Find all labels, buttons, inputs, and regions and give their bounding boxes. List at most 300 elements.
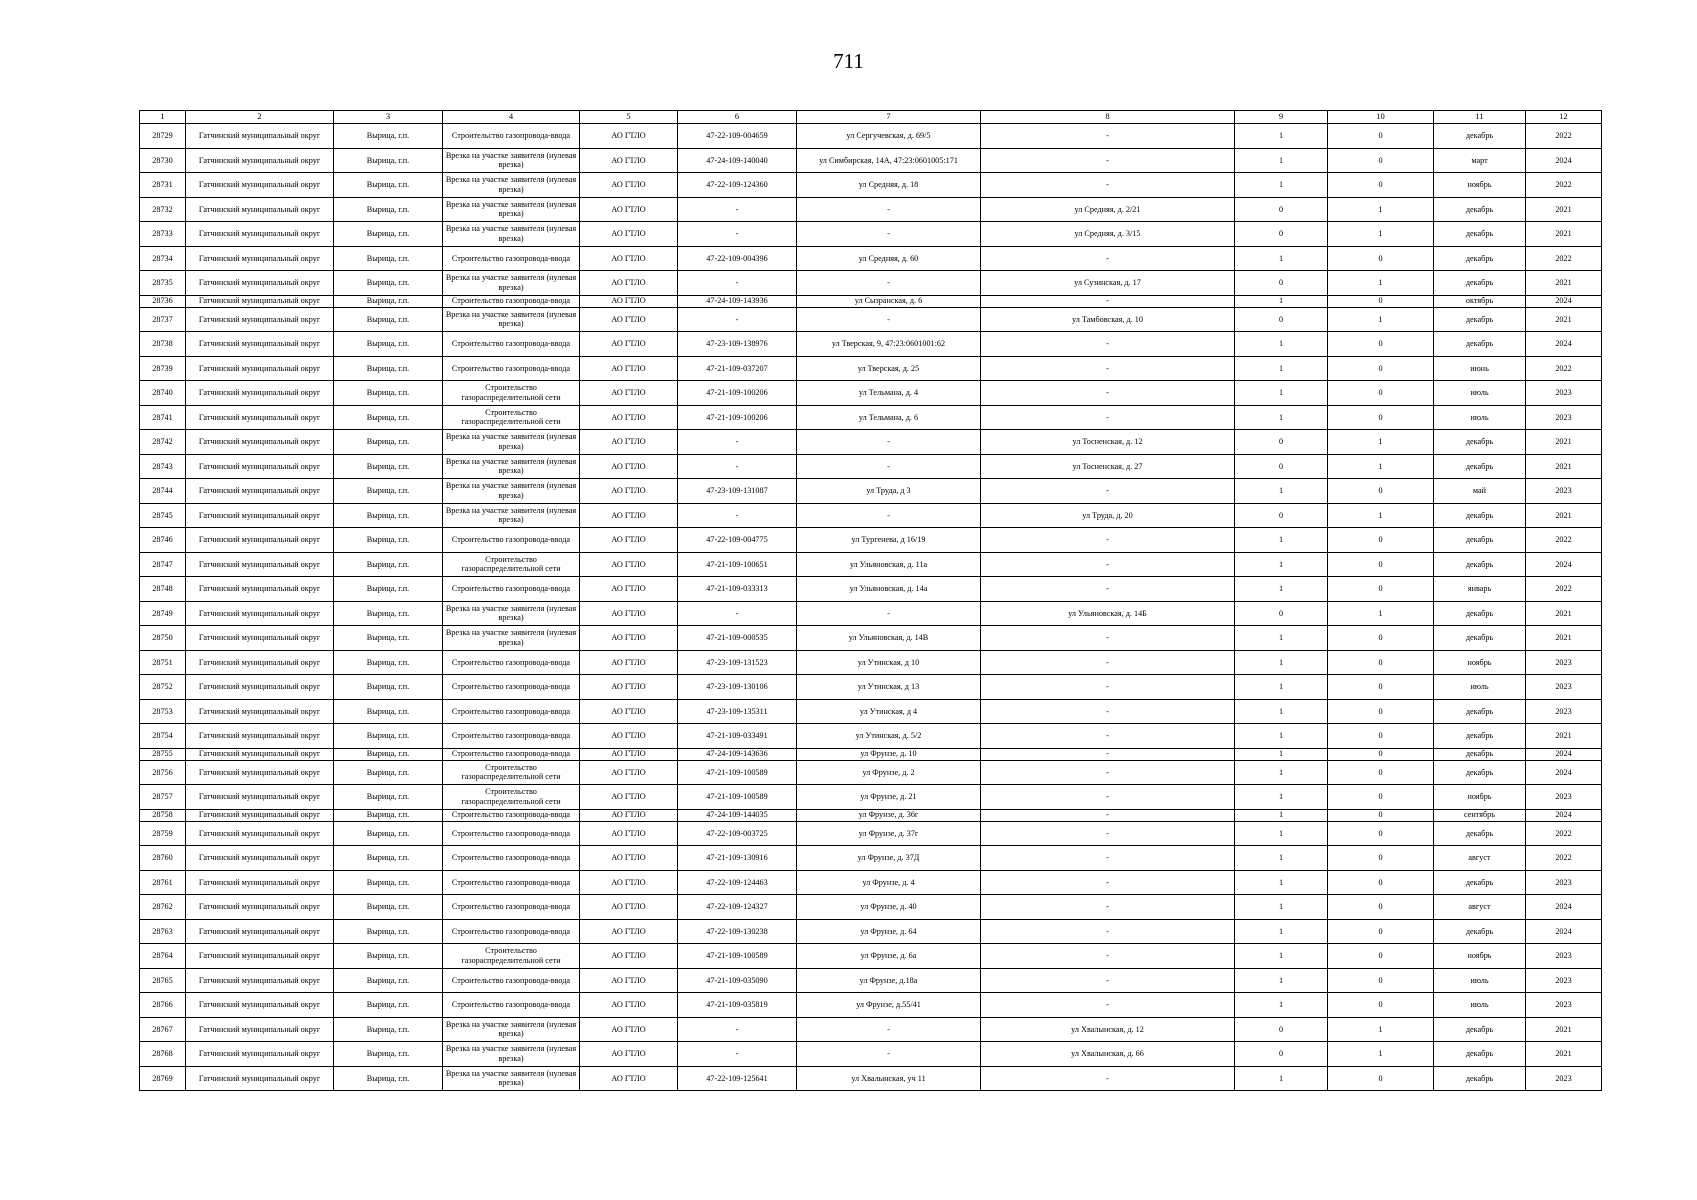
cell-year: 2024 bbox=[1526, 332, 1602, 357]
cell-record-number: 28746 bbox=[140, 528, 186, 553]
cell-settlement: Вырица, г.п. bbox=[334, 503, 443, 528]
cell-address-secondary: - bbox=[981, 724, 1235, 749]
cell-year: 2024 bbox=[1526, 919, 1602, 944]
cell-record-number: 28750 bbox=[140, 626, 186, 651]
cell-address-secondary: ул Тосненская, д. 12 bbox=[981, 430, 1235, 455]
cell-record-number: 28765 bbox=[140, 968, 186, 993]
cell-work-type: Строительство газопровода-ввода bbox=[443, 846, 580, 871]
cell-settlement: Вырица, г.п. bbox=[334, 650, 443, 675]
cell-address-secondary: - bbox=[981, 993, 1235, 1018]
cell-municipal-district: Гатчинский муниципальный округ bbox=[186, 332, 334, 357]
cell-record-number: 28741 bbox=[140, 405, 186, 430]
cell-organization: АО ГТЛО bbox=[580, 760, 678, 785]
cell-count-col-10: 0 bbox=[1328, 479, 1434, 504]
cell-record-number: 28729 bbox=[140, 124, 186, 149]
table-row bbox=[140, 675, 1602, 700]
cell-year: 2024 bbox=[1526, 295, 1602, 307]
cell-month: сентябрь bbox=[1434, 809, 1526, 821]
cell-contract-number: - bbox=[678, 307, 797, 332]
cell-work-type: Врезка на участке заявителя (нулевая врезка) bbox=[443, 148, 580, 173]
cell-work-type: Строительство газораспределительной сети bbox=[443, 552, 580, 577]
cell-organization: АО ГТЛО bbox=[580, 650, 678, 675]
cell-count-col-10: 0 bbox=[1328, 675, 1434, 700]
cell-address: ул Фрунзе, д. 10 bbox=[797, 748, 981, 760]
cell-address: ул Тельмана, д. 4 bbox=[797, 381, 981, 406]
cell-contract-number: 47-21-109-100589 bbox=[678, 944, 797, 969]
cell-count-col-10: 0 bbox=[1328, 968, 1434, 993]
cell-address: - bbox=[797, 1042, 981, 1067]
cell-address-secondary: - bbox=[981, 626, 1235, 651]
cell-contract-number: 47-21-109-100206 bbox=[678, 381, 797, 406]
cell-count-col-10: 1 bbox=[1328, 307, 1434, 332]
cell-municipal-district: Гатчинский муниципальный округ bbox=[186, 626, 334, 651]
cell-year: 2022 bbox=[1526, 846, 1602, 871]
cell-contract-number: 47-21-109-033313 bbox=[678, 577, 797, 602]
cell-settlement: Вырица, г.п. bbox=[334, 552, 443, 577]
cell-count-col-10: 0 bbox=[1328, 295, 1434, 307]
cell-month: декабрь bbox=[1434, 1066, 1526, 1091]
cell-settlement: Вырица, г.п. bbox=[334, 699, 443, 724]
cell-work-type: Строительство газопровода-ввода bbox=[443, 968, 580, 993]
cell-month: декабрь bbox=[1434, 699, 1526, 724]
table-body bbox=[140, 124, 1602, 1091]
cell-contract-number: 47-23-109-130106 bbox=[678, 675, 797, 700]
cell-count-col-10: 1 bbox=[1328, 454, 1434, 479]
cell-record-number: 28744 bbox=[140, 479, 186, 504]
cell-count-col-10: 0 bbox=[1328, 785, 1434, 810]
cell-contract-number: 47-21-109-035819 bbox=[678, 993, 797, 1018]
cell-count-col-10: 0 bbox=[1328, 870, 1434, 895]
cell-record-number: 28736 bbox=[140, 295, 186, 307]
cell-count-col-9: 0 bbox=[1235, 503, 1328, 528]
cell-work-type: Строительство газопровода-ввода bbox=[443, 528, 580, 553]
cell-year: 2023 bbox=[1526, 944, 1602, 969]
cell-settlement: Вырица, г.п. bbox=[334, 197, 443, 222]
cell-address: ул Фрунзе, д. 21 bbox=[797, 785, 981, 810]
cell-municipal-district: Гатчинский муниципальный округ bbox=[186, 307, 334, 332]
table-row bbox=[140, 1042, 1602, 1067]
cell-organization: АО ГТЛО bbox=[580, 626, 678, 651]
cell-address: - bbox=[797, 222, 981, 247]
cell-year: 2023 bbox=[1526, 650, 1602, 675]
cell-contract-number: 47-22-109-004659 bbox=[678, 124, 797, 149]
cell-work-type: Строительство газопровода-ввода bbox=[443, 295, 580, 307]
cell-address-secondary: - bbox=[981, 124, 1235, 149]
cell-address: ул Труда, д 3 bbox=[797, 479, 981, 504]
cell-contract-number: - bbox=[678, 197, 797, 222]
cell-record-number: 28768 bbox=[140, 1042, 186, 1067]
cell-month: декабрь bbox=[1434, 821, 1526, 846]
cell-year: 2024 bbox=[1526, 748, 1602, 760]
cell-address-secondary: - bbox=[981, 748, 1235, 760]
cell-month: июль bbox=[1434, 405, 1526, 430]
cell-work-type: Врезка на участке заявителя (нулевая врезка) bbox=[443, 479, 580, 504]
cell-municipal-district: Гатчинский муниципальный округ bbox=[186, 870, 334, 895]
cell-work-type: Врезка на участке заявителя (нулевая врезка) bbox=[443, 271, 580, 296]
cell-work-type: Строительство газопровода-ввода bbox=[443, 724, 580, 749]
cell-count-col-9: 1 bbox=[1235, 919, 1328, 944]
cell-record-number: 28739 bbox=[140, 356, 186, 381]
cell-settlement: Вырица, г.п. bbox=[334, 993, 443, 1018]
cell-year: 2021 bbox=[1526, 197, 1602, 222]
cell-organization: АО ГТЛО bbox=[580, 601, 678, 626]
cell-organization: АО ГТЛО bbox=[580, 528, 678, 553]
cell-contract-number: 47-24-109-143636 bbox=[678, 748, 797, 760]
cell-address-secondary: - bbox=[981, 699, 1235, 724]
cell-settlement: Вырица, г.п. bbox=[334, 846, 443, 871]
cell-count-col-10: 0 bbox=[1328, 699, 1434, 724]
cell-address-secondary: - bbox=[981, 173, 1235, 198]
table-row bbox=[140, 197, 1602, 222]
cell-municipal-district: Гатчинский муниципальный округ bbox=[186, 699, 334, 724]
cell-organization: АО ГТЛО bbox=[580, 148, 678, 173]
page-number: 711 bbox=[833, 49, 864, 73]
cell-count-col-10: 1 bbox=[1328, 271, 1434, 296]
cell-count-col-9: 1 bbox=[1235, 809, 1328, 821]
cell-year: 2021 bbox=[1526, 503, 1602, 528]
cell-record-number: 28740 bbox=[140, 381, 186, 406]
cell-month: август bbox=[1434, 846, 1526, 871]
cell-address-secondary: - bbox=[981, 760, 1235, 785]
cell-month: ноябрь bbox=[1434, 650, 1526, 675]
cell-count-col-10: 0 bbox=[1328, 626, 1434, 651]
cell-settlement: Вырица, г.п. bbox=[334, 430, 443, 455]
column-number-header: 10 bbox=[1328, 111, 1434, 124]
cell-address-secondary: ул Хвалынская, д. 66 bbox=[981, 1042, 1235, 1067]
cell-address: ул Фрунзе, д. 37Д bbox=[797, 846, 981, 871]
cell-settlement: Вырица, г.п. bbox=[334, 809, 443, 821]
cell-organization: АО ГТЛО bbox=[580, 271, 678, 296]
cell-count-col-9: 1 bbox=[1235, 846, 1328, 871]
cell-month: декабрь bbox=[1434, 197, 1526, 222]
cell-work-type: Врезка на участке заявителя (нулевая врезка) bbox=[443, 503, 580, 528]
column-number-header: 7 bbox=[797, 111, 981, 124]
cell-count-col-10: 0 bbox=[1328, 1066, 1434, 1091]
cell-year: 2021 bbox=[1526, 454, 1602, 479]
table-row bbox=[140, 699, 1602, 724]
cell-municipal-district: Гатчинский муниципальный округ bbox=[186, 1066, 334, 1091]
cell-record-number: 28732 bbox=[140, 197, 186, 222]
cell-work-type: Строительство газораспределительной сети bbox=[443, 760, 580, 785]
cell-count-col-10: 1 bbox=[1328, 1042, 1434, 1067]
cell-address: ул Тельмана, д. 6 bbox=[797, 405, 981, 430]
cell-municipal-district: Гатчинский муниципальный округ bbox=[186, 895, 334, 920]
cell-year: 2023 bbox=[1526, 675, 1602, 700]
cell-month: декабрь bbox=[1434, 1042, 1526, 1067]
cell-contract-number: 47-21-109-037207 bbox=[678, 356, 797, 381]
cell-record-number: 28763 bbox=[140, 919, 186, 944]
cell-organization: АО ГТЛО bbox=[580, 479, 678, 504]
cell-count-col-9: 1 bbox=[1235, 675, 1328, 700]
cell-address-secondary: - bbox=[981, 148, 1235, 173]
cell-count-col-10: 0 bbox=[1328, 724, 1434, 749]
cell-year: 2023 bbox=[1526, 993, 1602, 1018]
cell-count-col-10: 0 bbox=[1328, 944, 1434, 969]
cell-address: ул Ульяновская, д. 14а bbox=[797, 577, 981, 602]
column-number-header: 2 bbox=[186, 111, 334, 124]
table-row bbox=[140, 601, 1602, 626]
cell-year: 2023 bbox=[1526, 405, 1602, 430]
cell-organization: АО ГТЛО bbox=[580, 699, 678, 724]
cell-count-col-9: 0 bbox=[1235, 1017, 1328, 1042]
cell-contract-number: 47-24-109-143936 bbox=[678, 295, 797, 307]
table-row bbox=[140, 821, 1602, 846]
cell-count-col-10: 1 bbox=[1328, 222, 1434, 247]
cell-count-col-9: 1 bbox=[1235, 148, 1328, 173]
cell-month: декабрь bbox=[1434, 724, 1526, 749]
cell-month: декабрь bbox=[1434, 552, 1526, 577]
cell-record-number: 28733 bbox=[140, 222, 186, 247]
cell-address: ул Утинская, д 13 bbox=[797, 675, 981, 700]
cell-work-type: Строительство газопровода-ввода bbox=[443, 332, 580, 357]
table-row bbox=[140, 650, 1602, 675]
column-number-header: 9 bbox=[1235, 111, 1328, 124]
table-row bbox=[140, 724, 1602, 749]
cell-count-col-9: 1 bbox=[1235, 356, 1328, 381]
cell-municipal-district: Гатчинский муниципальный округ bbox=[186, 246, 334, 271]
cell-count-col-9: 1 bbox=[1235, 246, 1328, 271]
cell-organization: АО ГТЛО bbox=[580, 846, 678, 871]
cell-work-type: Врезка на участке заявителя (нулевая врезка) bbox=[443, 601, 580, 626]
cell-address-secondary: ул Тосненская, д. 27 bbox=[981, 454, 1235, 479]
cell-year: 2021 bbox=[1526, 724, 1602, 749]
cell-count-col-10: 0 bbox=[1328, 809, 1434, 821]
table-row bbox=[140, 748, 1602, 760]
cell-settlement: Вырица, г.п. bbox=[334, 724, 443, 749]
cell-month: декабрь bbox=[1434, 124, 1526, 149]
cell-address: ул Тверская, д. 25 bbox=[797, 356, 981, 381]
table-row bbox=[140, 332, 1602, 357]
cell-month: декабрь bbox=[1434, 332, 1526, 357]
cell-count-col-10: 0 bbox=[1328, 124, 1434, 149]
cell-work-type: Строительство газопровода-ввода bbox=[443, 919, 580, 944]
cell-address-secondary: ул Ульяновская, д. 14Б bbox=[981, 601, 1235, 626]
cell-work-type: Строительство газораспределительной сети bbox=[443, 405, 580, 430]
cell-settlement: Вырица, г.п. bbox=[334, 785, 443, 810]
cell-municipal-district: Гатчинский муниципальный округ bbox=[186, 675, 334, 700]
column-number-header: 8 bbox=[981, 111, 1235, 124]
cell-settlement: Вырица, г.п. bbox=[334, 124, 443, 149]
cell-address-secondary: - bbox=[981, 332, 1235, 357]
cell-record-number: 28760 bbox=[140, 846, 186, 871]
cell-municipal-district: Гатчинский муниципальный округ bbox=[186, 271, 334, 296]
cell-settlement: Вырица, г.п. bbox=[334, 944, 443, 969]
cell-address: - bbox=[797, 1017, 981, 1042]
cell-month: декабрь bbox=[1434, 246, 1526, 271]
cell-address-secondary: - bbox=[981, 944, 1235, 969]
table-row bbox=[140, 870, 1602, 895]
cell-year: 2023 bbox=[1526, 1066, 1602, 1091]
cell-year: 2022 bbox=[1526, 528, 1602, 553]
cell-work-type: Строительство газопровода-ввода bbox=[443, 895, 580, 920]
cell-count-col-9: 0 bbox=[1235, 454, 1328, 479]
cell-record-number: 28731 bbox=[140, 173, 186, 198]
cell-municipal-district: Гатчинский муниципальный округ bbox=[186, 405, 334, 430]
cell-year: 2024 bbox=[1526, 895, 1602, 920]
cell-year: 2022 bbox=[1526, 173, 1602, 198]
table-row bbox=[140, 124, 1602, 149]
cell-municipal-district: Гатчинский муниципальный округ bbox=[186, 846, 334, 871]
cell-contract-number: 47-21-109-100589 bbox=[678, 785, 797, 810]
table-row bbox=[140, 809, 1602, 821]
cell-year: 2022 bbox=[1526, 246, 1602, 271]
cell-municipal-district: Гатчинский муниципальный округ bbox=[186, 785, 334, 810]
cell-municipal-district: Гатчинский муниципальный округ bbox=[186, 724, 334, 749]
cell-municipal-district: Гатчинский муниципальный округ bbox=[186, 601, 334, 626]
table-row bbox=[140, 381, 1602, 406]
cell-year: 2024 bbox=[1526, 760, 1602, 785]
cell-count-col-9: 1 bbox=[1235, 821, 1328, 846]
cell-organization: АО ГТЛО bbox=[580, 870, 678, 895]
table-row bbox=[140, 552, 1602, 577]
cell-month: ноябрь bbox=[1434, 785, 1526, 810]
cell-record-number: 28769 bbox=[140, 1066, 186, 1091]
cell-record-number: 28755 bbox=[140, 748, 186, 760]
cell-contract-number: 47-24-109-140040 bbox=[678, 148, 797, 173]
cell-count-col-10: 0 bbox=[1328, 650, 1434, 675]
cell-year: 2021 bbox=[1526, 307, 1602, 332]
cell-municipal-district: Гатчинский муниципальный округ bbox=[186, 650, 334, 675]
cell-address-secondary: - bbox=[981, 405, 1235, 430]
cell-settlement: Вырица, г.п. bbox=[334, 1042, 443, 1067]
table-row bbox=[140, 846, 1602, 871]
table-row bbox=[140, 479, 1602, 504]
cell-organization: АО ГТЛО bbox=[580, 222, 678, 247]
cell-year: 2021 bbox=[1526, 601, 1602, 626]
cell-count-col-9: 0 bbox=[1235, 1042, 1328, 1067]
cell-record-number: 28757 bbox=[140, 785, 186, 810]
cell-month: май bbox=[1434, 479, 1526, 504]
cell-organization: АО ГТЛО bbox=[580, 968, 678, 993]
column-number-header: 5 bbox=[580, 111, 678, 124]
table-row bbox=[140, 307, 1602, 332]
cell-month: декабрь bbox=[1434, 222, 1526, 247]
cell-count-col-9: 1 bbox=[1235, 552, 1328, 577]
cell-organization: АО ГТЛО bbox=[580, 577, 678, 602]
cell-municipal-district: Гатчинский муниципальный округ bbox=[186, 381, 334, 406]
table-row bbox=[140, 271, 1602, 296]
cell-record-number: 28742 bbox=[140, 430, 186, 455]
cell-record-number: 28756 bbox=[140, 760, 186, 785]
cell-month: декабрь bbox=[1434, 307, 1526, 332]
cell-record-number: 28751 bbox=[140, 650, 186, 675]
cell-work-type: Врезка на участке заявителя (нулевая врезка) bbox=[443, 197, 580, 222]
cell-organization: АО ГТЛО bbox=[580, 454, 678, 479]
cell-organization: АО ГТЛО bbox=[580, 895, 678, 920]
cell-municipal-district: Гатчинский муниципальный округ bbox=[186, 1017, 334, 1042]
cell-record-number: 28767 bbox=[140, 1017, 186, 1042]
cell-contract-number: 47-23-109-131087 bbox=[678, 479, 797, 504]
table-row bbox=[140, 503, 1602, 528]
cell-address: ул Фрунзе, д. 4 bbox=[797, 870, 981, 895]
cell-organization: АО ГТЛО bbox=[580, 356, 678, 381]
cell-address-secondary: ул Сузинская, д. 17 bbox=[981, 271, 1235, 296]
cell-contract-number: 47-22-109-125641 bbox=[678, 1066, 797, 1091]
cell-month: декабрь bbox=[1434, 503, 1526, 528]
cell-contract-number: 47-21-109-100651 bbox=[678, 552, 797, 577]
cell-record-number: 28745 bbox=[140, 503, 186, 528]
cell-settlement: Вырица, г.п. bbox=[334, 1066, 443, 1091]
cell-address: ул Утинская, д 4 bbox=[797, 699, 981, 724]
cell-contract-number: 47-21-109-100589 bbox=[678, 760, 797, 785]
cell-organization: АО ГТЛО bbox=[580, 724, 678, 749]
cell-address-secondary: - bbox=[981, 356, 1235, 381]
cell-count-col-9: 0 bbox=[1235, 601, 1328, 626]
cell-year: 2021 bbox=[1526, 222, 1602, 247]
cell-contract-number: 47-21-109-130916 bbox=[678, 846, 797, 871]
cell-month: март bbox=[1434, 148, 1526, 173]
cell-month: декабрь bbox=[1434, 626, 1526, 651]
table-row bbox=[140, 577, 1602, 602]
cell-address-secondary: ул Хвалынская, д. 12 bbox=[981, 1017, 1235, 1042]
cell-organization: АО ГТЛО bbox=[580, 307, 678, 332]
cell-count-col-9: 1 bbox=[1235, 724, 1328, 749]
cell-count-col-10: 1 bbox=[1328, 197, 1434, 222]
cell-municipal-district: Гатчинский муниципальный округ bbox=[186, 577, 334, 602]
cell-address: ул Хвалынская, уч 11 bbox=[797, 1066, 981, 1091]
cell-address: ул Сергучевская, д. 69/5 bbox=[797, 124, 981, 149]
cell-work-type: Строительство газопровода-ввода bbox=[443, 124, 580, 149]
cell-count-col-10: 0 bbox=[1328, 246, 1434, 271]
cell-record-number: 28753 bbox=[140, 699, 186, 724]
cell-address-secondary: - bbox=[981, 528, 1235, 553]
table-row bbox=[140, 528, 1602, 553]
cell-address: ул Средняя, д. 60 bbox=[797, 246, 981, 271]
cell-address: ул Ульяновская, д. 14В bbox=[797, 626, 981, 651]
cell-work-type: Врезка на участке заявителя (нулевая врезка) bbox=[443, 173, 580, 198]
table-row bbox=[140, 295, 1602, 307]
cell-record-number: 28749 bbox=[140, 601, 186, 626]
cell-contract-number: - bbox=[678, 503, 797, 528]
cell-record-number: 28743 bbox=[140, 454, 186, 479]
cell-record-number: 28738 bbox=[140, 332, 186, 357]
cell-count-col-9: 0 bbox=[1235, 307, 1328, 332]
cell-settlement: Вырица, г.п. bbox=[334, 271, 443, 296]
cell-work-type: Строительство газораспределительной сети bbox=[443, 381, 580, 406]
cell-month: август bbox=[1434, 895, 1526, 920]
cell-settlement: Вырица, г.п. bbox=[334, 577, 443, 602]
cell-work-type: Врезка на участке заявителя (нулевая врезка) bbox=[443, 1042, 580, 1067]
cell-settlement: Вырица, г.п. bbox=[334, 332, 443, 357]
cell-organization: АО ГТЛО bbox=[580, 944, 678, 969]
cell-settlement: Вырица, г.п. bbox=[334, 381, 443, 406]
table-row bbox=[140, 430, 1602, 455]
table-row bbox=[140, 944, 1602, 969]
cell-count-col-9: 1 bbox=[1235, 577, 1328, 602]
cell-address-secondary: - bbox=[981, 1066, 1235, 1091]
cell-month: июль bbox=[1434, 675, 1526, 700]
cell-organization: АО ГТЛО bbox=[580, 197, 678, 222]
cell-count-col-9: 0 bbox=[1235, 430, 1328, 455]
cell-address: - bbox=[797, 454, 981, 479]
cell-settlement: Вырица, г.п. bbox=[334, 405, 443, 430]
cell-count-col-10: 0 bbox=[1328, 919, 1434, 944]
cell-count-col-10: 0 bbox=[1328, 895, 1434, 920]
cell-contract-number: 47-23-109-138976 bbox=[678, 332, 797, 357]
cell-work-type: Строительство газопровода-ввода bbox=[443, 650, 580, 675]
cell-year: 2022 bbox=[1526, 821, 1602, 846]
table-row bbox=[140, 405, 1602, 430]
cell-settlement: Вырица, г.п. bbox=[334, 895, 443, 920]
cell-count-col-10: 0 bbox=[1328, 173, 1434, 198]
cell-year: 2022 bbox=[1526, 124, 1602, 149]
cell-month: январь bbox=[1434, 577, 1526, 602]
cell-organization: АО ГТЛО bbox=[580, 993, 678, 1018]
cell-month: декабрь bbox=[1434, 454, 1526, 479]
cell-municipal-district: Гатчинский муниципальный округ bbox=[186, 968, 334, 993]
cell-count-col-10: 0 bbox=[1328, 748, 1434, 760]
cell-work-type: Врезка на участке заявителя (нулевая врезка) bbox=[443, 307, 580, 332]
